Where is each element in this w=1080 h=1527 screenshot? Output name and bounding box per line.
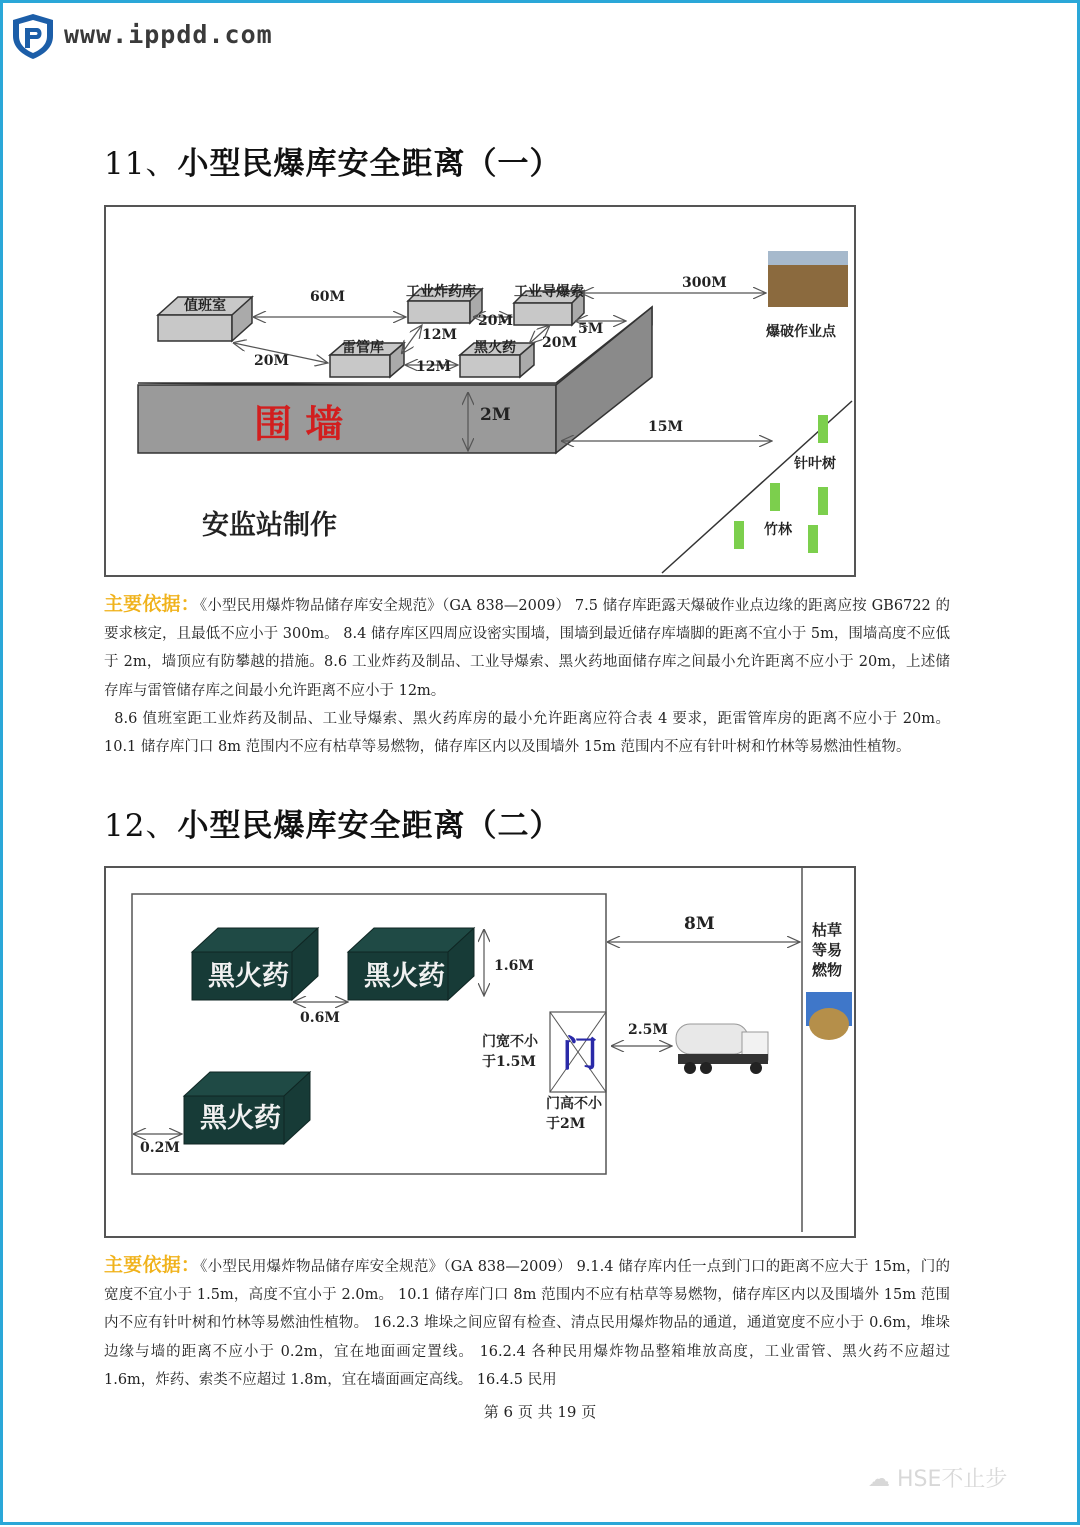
door-width-label: 门宽不小于1.5M xyxy=(482,1034,538,1070)
distance-explosive-cord: 20M xyxy=(478,313,513,329)
building-black-powder-store: 黑火药 xyxy=(474,340,516,356)
storage-layout-diagram xyxy=(106,868,854,1236)
basis-key-label-2: 主要依据： xyxy=(104,1254,201,1276)
basis-paragraph-3: 《小型民用爆炸物品储存库安全规范》（GA 838—2009） 9.1.4 储存库内任一点到门口的距离不应大于 15m，门的宽度不宜小于 1.5m，高度不宜小于 2.0m。 10.1 储存库门口 8m 范围内不应有枯草等易燃物，储存库区内以及围墙外 15m 范围内不应有针叶树和竹林等易燃油性植物。 16.2.3 堆垛之间应留有检查、清点民用爆炸物品的通道，通道宽度不应小于 0.6m，堆垛边缘与墙的距离不应小于 0.2m，宜在地面画定置线。 16.2.4 各种民用爆炸物品整箱堆放高度，工业雷管、黑火药不应超过 1.6m，炸药、索类不应超过 1.8m，宜在墙面画定高线。 16.4.5 民用 xyxy=(104,1259,950,1388)
section-1-number: 11、 xyxy=(104,146,178,182)
basis-paragraph-1: 《小型民用爆炸物品储存库安全规范》（GA 838—2009） 7.5 储存库距露天爆破作业点边缘的距离应按 GB6722 的要求核定，且最低不应小于 300m。 8.4 储存库区四周应设密实围墙，围墙到最近储存库墙脚的距离不宜小于 5m，围墙高度不应低于 2m，墙顶应有防攀越的措施。8.6 工业炸药及制品、工业导爆索、黑火药地面储存库之间最小允许距离不应小于 20m，上述储存库与雷管储存库之间最小允许距离不应小于 12m。 xyxy=(104,598,950,699)
section-1-basis xyxy=(104,590,950,761)
distance-cord-wall: 5M xyxy=(578,321,604,337)
basis-paragraph-2: 8.6 值班室距工业炸药及制品、工业导爆索、黑火药库房的最小允许距离应符合表 4 要求，距雷管库房的距离不应小于 20m。10.1 储存库门口 8m 范围内不应有枯草等易燃物，储存库区内以及围墙外 15m 范围内不应有针叶树和竹林等易燃油性植物。 xyxy=(104,710,950,756)
stack-height-label: 1.6M xyxy=(494,958,534,974)
site-url[interactable]: www.ippdd.com xyxy=(64,20,273,49)
blast-site-label: 爆破作业点 xyxy=(766,324,836,340)
stack-gap-label: 0.6M xyxy=(300,1010,340,1026)
credit-label: 安监站制作 xyxy=(202,510,337,541)
distance-wall-trees: 15M xyxy=(648,419,683,435)
building-explosive-store: 工业炸药库 xyxy=(406,284,476,300)
watermark-text: HSE不止步 xyxy=(897,1467,1008,1492)
bamboo-label: 竹林 xyxy=(764,522,792,538)
stack-label-3: 黑火药 xyxy=(200,1103,281,1134)
distance-duty-explosive: 60M xyxy=(310,289,345,305)
distance-detonator-explosive: 12M xyxy=(422,327,457,343)
building-detonating-cord-store: 工业导爆索 xyxy=(514,284,584,300)
door-icon: 门 xyxy=(562,1033,599,1075)
distance-detonator-powder: 12M xyxy=(416,359,451,375)
figure-safety-distance-1 xyxy=(104,205,856,577)
conifer-label: 针叶树 xyxy=(794,456,836,472)
door-height-label: 门高不小于2M xyxy=(546,1096,602,1132)
figure-safety-distance-2 xyxy=(104,866,856,1238)
distance-powder-cord: 20M xyxy=(542,335,577,351)
door-to-fuel-distance: 8M xyxy=(684,914,715,934)
section-2-basis xyxy=(104,1251,950,1394)
wall-height: 2M xyxy=(480,405,511,425)
section-1-title xyxy=(104,138,561,183)
stack-label-2: 黑火药 xyxy=(364,961,445,992)
page-number: 第 6 页 共 19 页 xyxy=(483,1403,597,1421)
section-1-heading: 小型民爆库安全距离（一） xyxy=(177,146,562,182)
distance-cord-blast: 300M xyxy=(682,275,727,291)
fuel-label: 枯草等易燃物 xyxy=(812,921,843,979)
section-2-title xyxy=(104,800,561,845)
ippdd-logo-icon xyxy=(10,12,56,60)
watermark xyxy=(868,1462,1007,1493)
section-2-heading: 小型民爆库安全距离（二） xyxy=(177,808,562,844)
basis-key-label: 主要依据： xyxy=(104,593,200,615)
wall-label: 围 墙 xyxy=(254,401,344,446)
distance-duty-detonator: 20M xyxy=(254,353,289,369)
section-2-number: 12、 xyxy=(104,808,178,844)
building-duty-room: 值班室 xyxy=(184,298,226,314)
wall-gap-label: 0.2M xyxy=(140,1140,180,1156)
truck-gap-label: 2.5M xyxy=(628,1022,668,1038)
wechat-icon: ☁ xyxy=(868,1467,890,1492)
building-detonator-store: 雷管库 xyxy=(342,340,384,356)
stack-label-1: 黑火药 xyxy=(208,961,289,992)
